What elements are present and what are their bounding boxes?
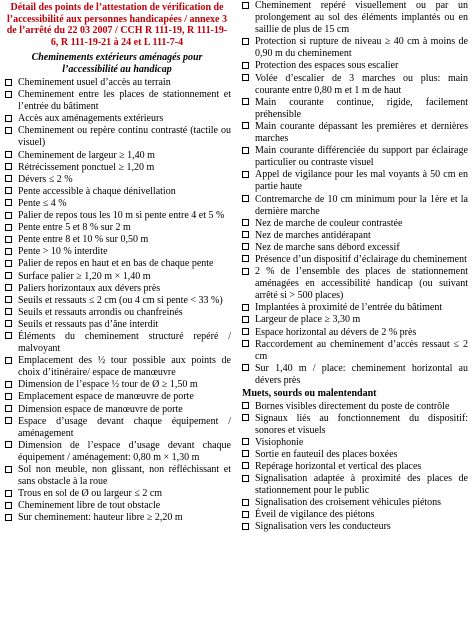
checklist-item-label: Sur 1,40 m / place: cheminement horizontal au dévers près xyxy=(255,362,468,386)
checkbox[interactable] xyxy=(5,127,12,134)
checkbox[interactable] xyxy=(5,502,12,509)
checklist-item-label: Bornes visibles directement du poste de contrôle xyxy=(255,400,450,412)
checklist-item-label: Visiophonie xyxy=(255,436,304,448)
checklist-item xyxy=(3,186,231,198)
exterior-checklist xyxy=(3,77,231,524)
checklist-item xyxy=(3,258,231,270)
checklist-item-label: 2 % de l’ensemble des places de stationnement aménagées en accessibilité handicap (ou suivant arrêté si > 500 places) xyxy=(255,266,468,302)
checklist-item-label: Dimension de l’espace ½ tour de Ø ≥ 1,50 m xyxy=(18,379,198,391)
checklist-item-label: Raccordement au cheminement d’accès ressaut ≤ 2 cm xyxy=(255,338,468,362)
checklist-item-label: Signalisation adaptée à proximité des places de stationnement pour le public xyxy=(255,473,468,497)
checklist-item xyxy=(3,283,231,295)
checkbox[interactable] xyxy=(242,74,249,81)
checklist-item-label: Palier de repos en haut et en bas de chaque pente xyxy=(18,258,214,270)
checkbox[interactable] xyxy=(242,2,249,9)
checklist-item xyxy=(3,210,231,222)
checklist-item xyxy=(3,404,231,416)
checklist-item xyxy=(3,440,231,464)
checklist-item xyxy=(3,512,231,524)
checklist-item xyxy=(240,97,468,121)
checklist-item-label: Espace horizontal au dévers de 2 % près xyxy=(255,326,417,338)
checkbox[interactable] xyxy=(5,284,12,291)
right-column xyxy=(240,0,468,534)
checklist-item xyxy=(240,145,468,169)
checklist-item-label: Accès aux aménagements extérieurs xyxy=(18,113,164,125)
checklist-item xyxy=(3,355,231,379)
checkbox[interactable] xyxy=(242,499,249,506)
checklist-item-label: Pente accessible à chaque dénivellation xyxy=(18,185,176,197)
checklist-item xyxy=(3,379,231,391)
checklist-item xyxy=(240,327,468,339)
left-column xyxy=(3,0,231,524)
checklist-item-label: Rétrécissement ponctuel ≥ 1,20 m xyxy=(18,161,155,173)
checklist-item-label: Sortie en fauteuil des places boxées xyxy=(255,448,398,460)
checklist-item-label: Protection si rupture de niveau ≥ 40 cm à moins de 0,90 m du cheminement xyxy=(255,36,468,60)
checklist-item xyxy=(3,295,231,307)
checkbox[interactable] xyxy=(5,187,12,194)
checklist-item xyxy=(240,73,468,97)
checkbox[interactable] xyxy=(5,417,12,424)
checkbox[interactable] xyxy=(242,38,249,45)
checkbox[interactable] xyxy=(5,79,12,86)
checklist-item xyxy=(3,125,231,149)
checkbox[interactable] xyxy=(5,175,12,182)
checklist-item xyxy=(3,488,231,500)
checklist-item xyxy=(240,254,468,266)
checklist-item-label: Cheminement libre de tout obstacle xyxy=(18,500,161,512)
checkbox[interactable] xyxy=(5,91,12,98)
checklist-item-label: Appel de vigilance pour les mal voyants à 50 cm en partie haute xyxy=(255,169,468,193)
checklist-item-label: Surface palier ≥ 1,20 m × 1,40 m xyxy=(18,270,151,282)
checklist-item xyxy=(240,194,468,218)
checklist-item-label: Nez de marches antidérapant xyxy=(255,229,371,241)
checkbox[interactable] xyxy=(242,243,249,250)
checklist-item-label: Éveil de vigilance des piétons xyxy=(255,509,375,521)
checkbox[interactable] xyxy=(5,272,12,279)
checkbox[interactable] xyxy=(5,212,12,219)
checkbox[interactable] xyxy=(242,364,249,371)
checklist-item-label: Contremarche de 10 cm minimum pour la 1ère et la dernière marche xyxy=(255,193,468,217)
checklist-item-label: Présence d’un dispositif d’éclairage du cheminement xyxy=(255,253,467,265)
checkbox[interactable] xyxy=(242,62,249,69)
checkbox[interactable] xyxy=(5,332,12,339)
checkbox[interactable] xyxy=(242,328,249,335)
checklist-item-label: Main courante différenciée du support par éclairage particulier ou contraste visuel xyxy=(255,145,468,169)
checkbox[interactable] xyxy=(242,122,249,129)
checklist-item-label: Main courante dépassant les premières et dernières marches xyxy=(255,120,468,145)
checklist-item xyxy=(240,497,468,509)
checklist-item-label: Espace d’usage devant chaque équipement / aménagement xyxy=(18,415,231,439)
checkbox[interactable] xyxy=(242,511,249,518)
deaf-section-title: Muets, sourds ou malentendant xyxy=(242,388,377,399)
checklist-item xyxy=(240,36,468,60)
checkbox[interactable] xyxy=(242,147,249,154)
checklist-item-label: Seuils et ressauts pas d’âne interdit xyxy=(18,318,159,330)
checklist-item xyxy=(3,464,231,488)
checkbox[interactable] xyxy=(5,163,12,170)
checkbox[interactable] xyxy=(242,316,249,323)
checkbox[interactable] xyxy=(5,224,12,231)
checkbox[interactable] xyxy=(242,171,249,178)
checklist-item xyxy=(3,89,231,113)
checkbox[interactable] xyxy=(5,405,12,412)
checkbox[interactable] xyxy=(242,195,249,202)
checkbox[interactable] xyxy=(5,260,12,267)
checkbox[interactable] xyxy=(5,236,12,243)
checklist-item-label: Signalisation des croisement véhicules piétons xyxy=(255,497,442,509)
checkbox[interactable] xyxy=(242,414,249,421)
checklist-item-label: Emplacement des ½ tour possible aux points de choix d’itinéraire/ espace de manœuvre xyxy=(18,355,231,379)
checkbox[interactable] xyxy=(5,490,12,497)
checklist-item-label: Cheminement repéré visuellement ou par un prolongement au sol des éléments implantés ou en saillie de plus de 15 cm xyxy=(255,0,468,36)
checklist-item xyxy=(3,391,231,403)
checkbox[interactable] xyxy=(242,523,249,530)
checklist-item xyxy=(240,363,468,387)
checklist-item-label: Emplacement espace de manœuvre de porte xyxy=(18,391,194,403)
checklist-item-label: Sol non meuble, non glissant, non réfléchissant et sans obstacle à la roue xyxy=(18,464,231,488)
checklist-item-label: Seuils et ressauts ≤ 2 cm (ou 4 cm si pente < 33 %) xyxy=(18,294,223,306)
checklist-item-label: Cheminement usuel d’accès au terrain xyxy=(18,77,171,88)
checklist-item xyxy=(240,314,468,326)
checklist-item xyxy=(240,0,468,36)
checkbox[interactable] xyxy=(5,514,12,521)
checklist-item-label: Pente ≤ 4 % xyxy=(18,197,67,209)
checklist-item-label: Protection des espaces sous escalier xyxy=(255,60,399,72)
checkbox[interactable] xyxy=(242,462,249,469)
checklist-item xyxy=(3,234,231,246)
checklist-item-label: Implantées à proximité de l’entrée du bâtiment xyxy=(255,302,443,314)
checkbox[interactable] xyxy=(5,357,12,364)
checkbox[interactable] xyxy=(242,438,249,445)
checklist-item-label: Dévers ≤ 2 % xyxy=(18,173,73,185)
checklist-item-label: Main courante continue, rigide, facilement préhensible xyxy=(255,96,468,120)
checkbox[interactable] xyxy=(5,381,12,388)
checklist-item xyxy=(3,331,231,355)
checklist-item xyxy=(3,174,231,186)
checkbox[interactable] xyxy=(5,199,12,206)
checkbox[interactable] xyxy=(242,402,249,409)
checklist-item-label: Palier de repos tous les 10 m si pente entre 4 et 5 % xyxy=(18,210,225,222)
checklist-item xyxy=(240,218,468,230)
checkbox[interactable] xyxy=(242,219,249,226)
checklist-item xyxy=(240,509,468,521)
checklist-item xyxy=(240,266,468,302)
checklist-item xyxy=(240,473,468,497)
checkbox[interactable] xyxy=(5,151,12,158)
checklist-item xyxy=(3,500,231,512)
checklist-item xyxy=(3,307,231,319)
checkbox[interactable] xyxy=(5,393,12,400)
checklist-item xyxy=(3,271,231,283)
checklist-item xyxy=(240,413,468,437)
checklist-item xyxy=(3,246,231,258)
checklist-item xyxy=(3,198,231,210)
checkbox[interactable] xyxy=(5,115,12,122)
checklist-item xyxy=(240,230,468,242)
checklist-item xyxy=(3,162,231,174)
checkbox[interactable] xyxy=(5,308,12,315)
checklist-item-label: Pente entre 5 et 8 % sur 2 m xyxy=(18,222,131,234)
checklist-item-label: Signaux liés au fonctionnement du dispositif: sonores et visuels xyxy=(255,412,468,436)
checklist-item xyxy=(240,521,468,533)
checkbox[interactable] xyxy=(5,466,12,473)
checkbox[interactable] xyxy=(5,320,12,327)
checkbox[interactable] xyxy=(242,98,249,105)
checklist-item xyxy=(3,222,231,234)
checklist-item-label: Dimension espace de manœuvre de porte xyxy=(18,403,183,415)
checklist-item xyxy=(240,169,468,193)
checklist-item xyxy=(240,461,468,473)
exterior-section-title: Cheminements extérieurs aménagés pour l’accessibilité au handicap xyxy=(31,52,203,75)
checklist-item-label: Trous en sol de Ø ou largeur ≤ 2 cm xyxy=(18,488,163,500)
checklist-item xyxy=(240,302,468,314)
checklist-item-label: Volée d’escalier de 3 marches ou plus: main courante entre 0,80 m et 1 m de haut xyxy=(255,72,468,96)
checklist-item xyxy=(3,319,231,331)
checklist-item xyxy=(3,77,231,89)
document-title: Détail des points de l’attestation de vérification de l’accessibilité aux personnes handicapées / annexe 3 de l’arrêté du 22 03 2007 / CCH R 111-19, R 111-19-6, R 111-19-21 à 24 et L 111-7-4 xyxy=(6,2,228,48)
checkbox[interactable] xyxy=(242,255,249,262)
checkbox[interactable] xyxy=(5,248,12,255)
checklist-item xyxy=(240,401,468,413)
checkbox[interactable] xyxy=(242,475,249,482)
checklist-item-label: Largeur de place ≥ 3,30 m xyxy=(255,314,361,326)
checkbox[interactable] xyxy=(5,441,12,448)
checkbox[interactable] xyxy=(242,450,249,457)
checklist-item-label: Sur cheminement: hauteur libre ≥ 2,20 m xyxy=(18,512,183,524)
checklist-item-label: Éléments du cheminement structuré repéré / malvoyant xyxy=(18,330,231,355)
checkbox[interactable] xyxy=(242,304,249,311)
continued-checklist xyxy=(240,0,468,387)
checklist-item xyxy=(240,339,468,363)
checklist-item xyxy=(3,416,231,440)
checklist-item xyxy=(240,242,468,254)
checklist-item-label: Pente > 10 % interdite xyxy=(18,246,108,258)
checklist-item-label: Cheminement de largeur ≥ 1,40 m xyxy=(18,149,155,161)
checklist-item-label: Pente entre 8 et 10 % sur 0,50 m xyxy=(18,234,149,246)
checklist-item-label: Cheminement entre les places de stationnement et l’entrée du bâtiment xyxy=(18,89,231,113)
checklist-item xyxy=(240,121,468,145)
checklist-item-label: Dimension de l’espace d’usage devant chaque équipement / aménagement: 0,80 m × 1,30 m xyxy=(18,439,231,463)
checklist-item xyxy=(240,60,468,72)
checkbox[interactable] xyxy=(242,268,249,275)
checkbox[interactable] xyxy=(242,231,249,238)
checklist-item-label: Nez de marche sans débord excessif xyxy=(255,241,400,253)
checkbox[interactable] xyxy=(5,296,12,303)
checklist-item xyxy=(3,113,231,125)
checklist-item xyxy=(3,150,231,162)
deaf-checklist xyxy=(240,401,468,534)
checklist-item-label: Paliers horizontaux aux dévers près xyxy=(18,282,161,294)
checklist-item-label: Cheminement ou repère continu contrasté (tactile ou visuel) xyxy=(18,125,231,149)
checklist-item xyxy=(240,449,468,461)
checklist-item xyxy=(240,437,468,449)
checklist-item-label: Nez de marche de couleur contrastée xyxy=(255,217,403,229)
checklist-item-label: Signalisation vers les conducteurs xyxy=(255,521,391,533)
checklist-item-label: Seuils et ressauts arrondis ou chanfreinés xyxy=(18,306,183,318)
checkbox[interactable] xyxy=(242,340,249,347)
checklist-item-label: Repérage horizontal et vertical des places xyxy=(255,460,422,472)
